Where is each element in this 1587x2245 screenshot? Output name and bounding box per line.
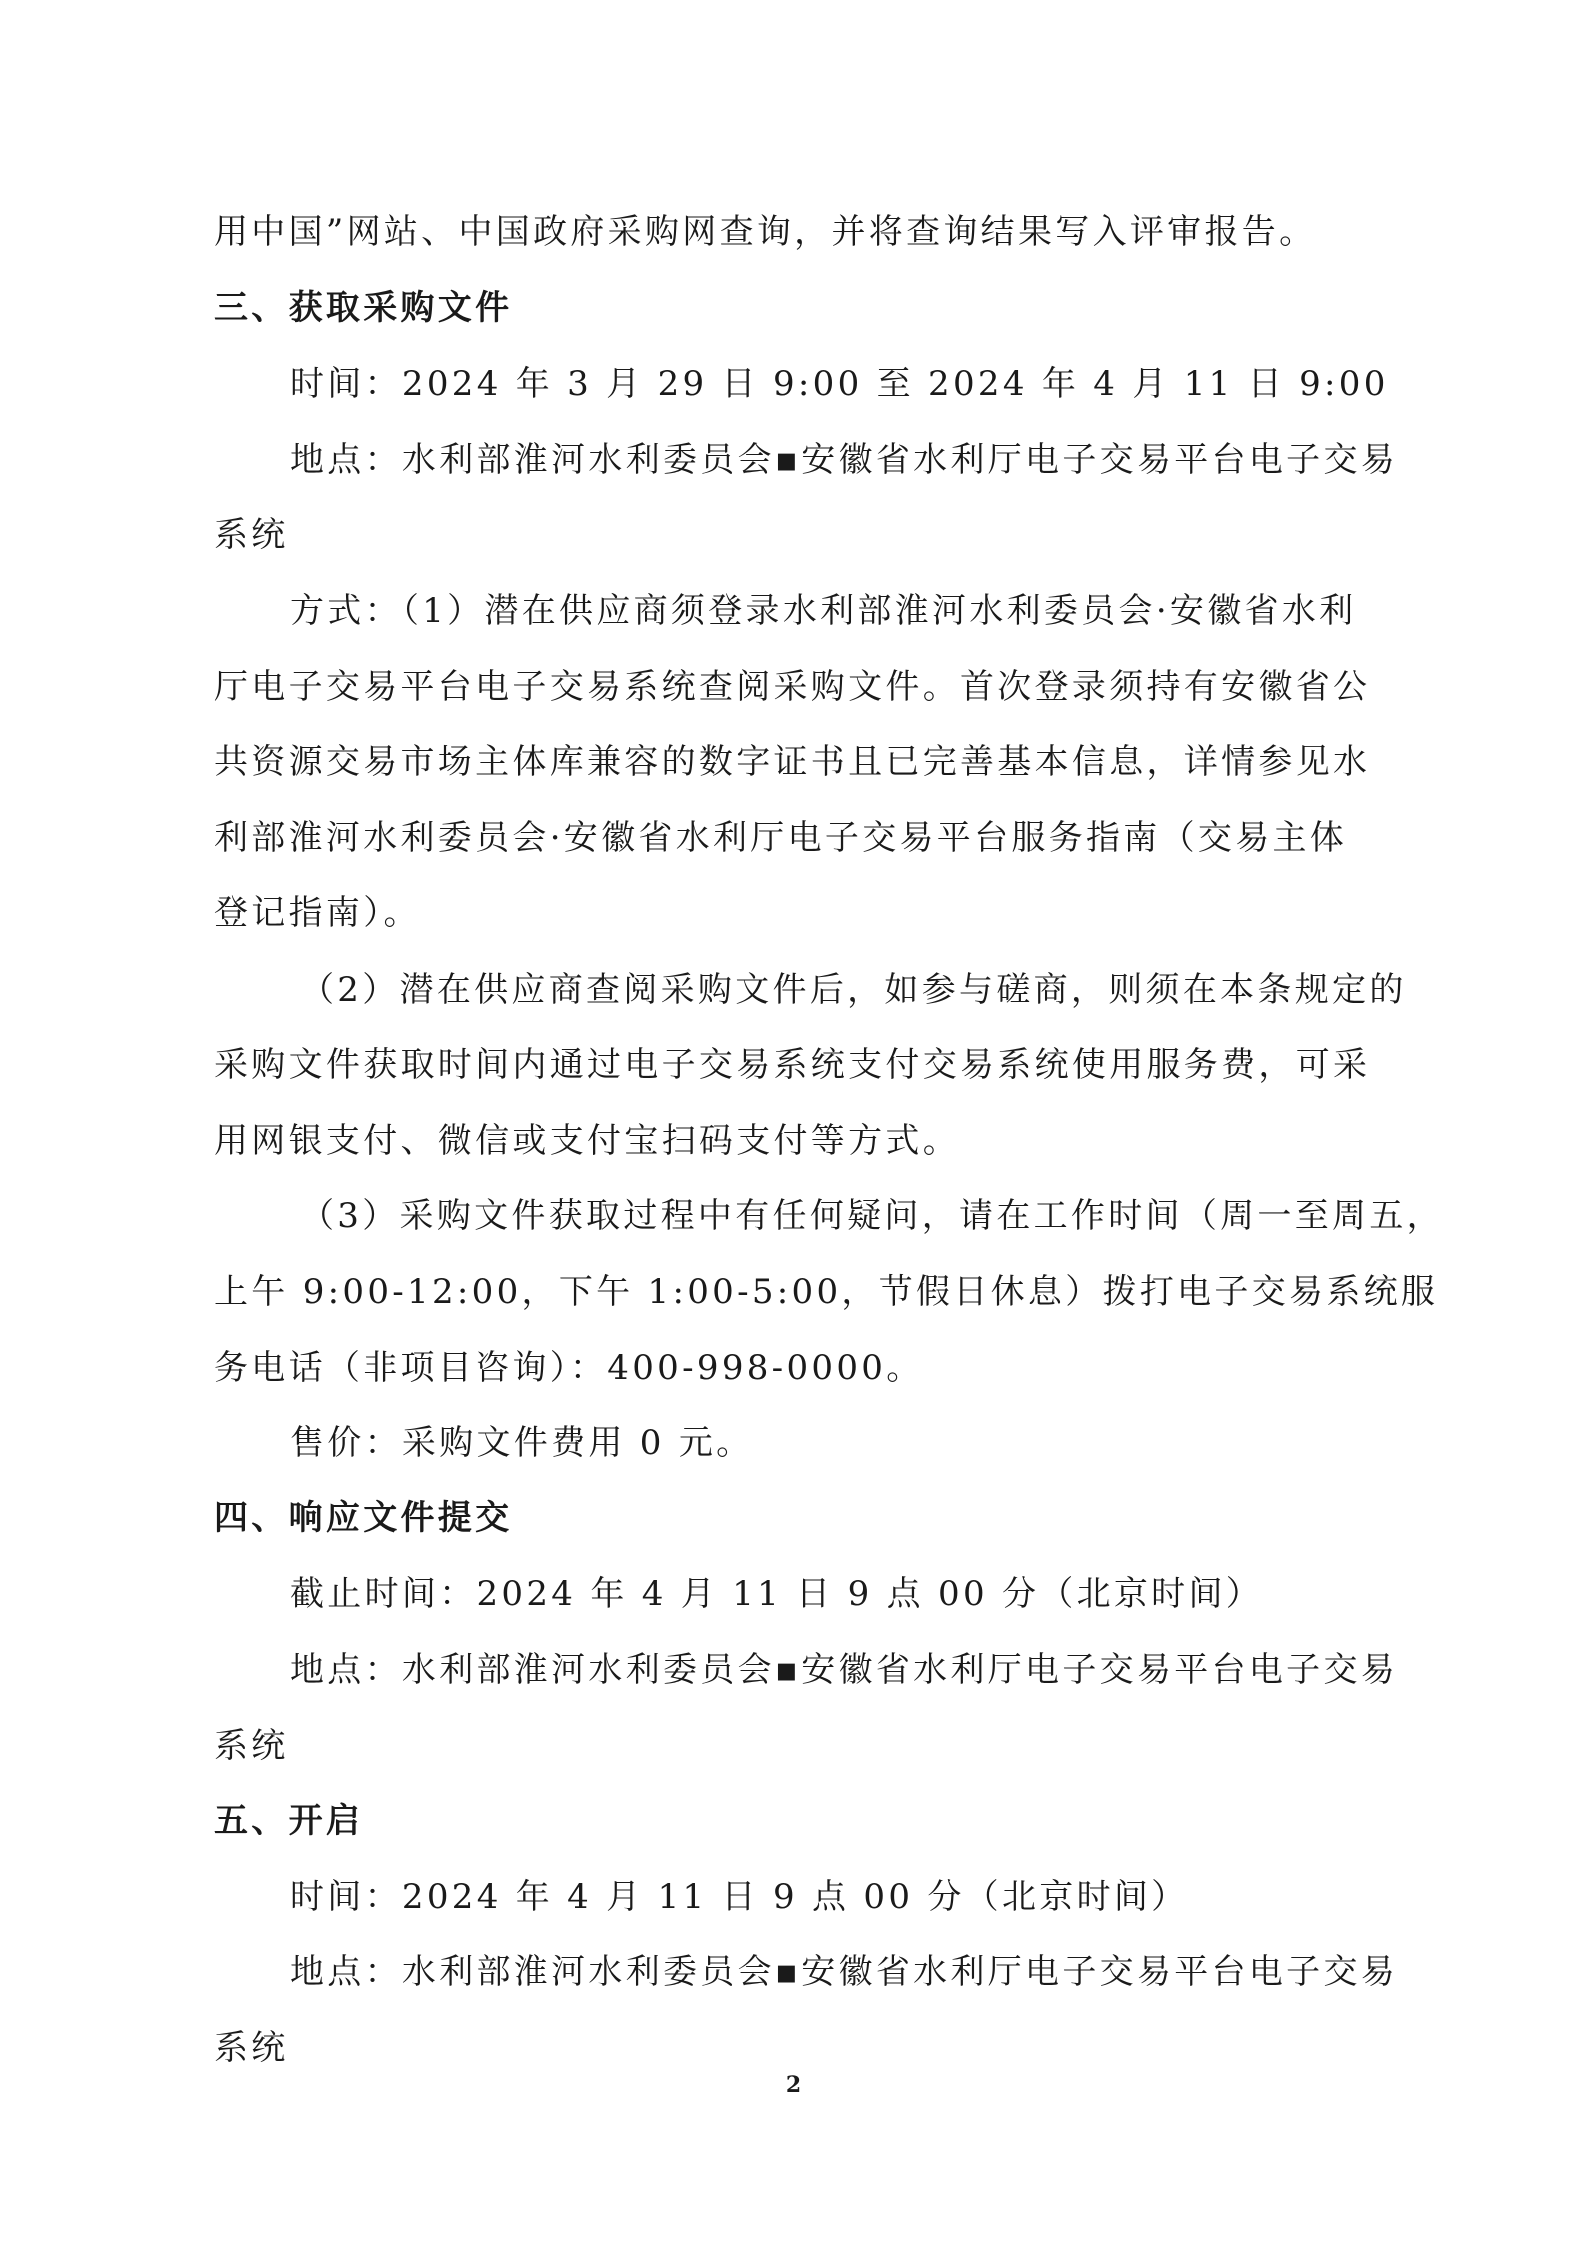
section-heading-opening: 五、开启 bbox=[214, 1801, 364, 1841]
paragraph-line: 系统 bbox=[214, 1726, 289, 1766]
paragraph-line: 时间：2024 年 3 月 29 日 9:00 至 2024 年 4 月 11 日 9:00 bbox=[290, 364, 1389, 404]
paragraph-line: 厅电子交易平台电子交易系统查阅采购文件。首次登录须持有安徽省公 bbox=[214, 667, 1371, 707]
paragraph-line: 方式：（1）潜在供应商须登录水利部淮河水利委员会·安徽省水利 bbox=[290, 591, 1357, 631]
paragraph-line: 用中国”网站、中国政府采购网查询，并将查询结果写入评审报告。 bbox=[214, 212, 1317, 252]
section-heading-response-submission: 四、响应文件提交 bbox=[214, 1498, 513, 1538]
paragraph-line: 系统 bbox=[214, 515, 289, 555]
paragraph-line: 售价：采购文件费用 0 元。 bbox=[290, 1423, 754, 1463]
paragraph-line: 地点：水利部淮河水利委员会▪安徽省水利厅电子交易平台电子交易 bbox=[290, 440, 1399, 480]
paragraph-line: （3）采购文件获取过程中有任何疑问，请在工作时间（周一至周五， bbox=[300, 1196, 1444, 1236]
paragraph-line: 登记指南）。 bbox=[214, 893, 421, 933]
page-number: 2 bbox=[785, 2072, 802, 2098]
section-heading-obtain-documents: 三、获取采购文件 bbox=[214, 288, 513, 328]
paragraph-line: 地点：水利部淮河水利委员会▪安徽省水利厅电子交易平台电子交易 bbox=[290, 1952, 1399, 1992]
paragraph-line: 截止时间：2024 年 4 月 11 日 9 点 00 分（北京时间） bbox=[290, 1574, 1264, 1614]
paragraph-line: 系统 bbox=[214, 2028, 289, 2068]
paragraph-line: （2）潜在供应商查阅采购文件后，如参与磋商，则须在本条规定的 bbox=[300, 970, 1407, 1010]
paragraph-line: 用网银支付、微信或支付宝扫码支付等方式。 bbox=[214, 1121, 960, 1161]
paragraph-line: 地点：水利部淮河水利委员会▪安徽省水利厅电子交易平台电子交易 bbox=[290, 1650, 1399, 1690]
paragraph-line: 共资源交易市场主体库兼容的数字证书且已完善基本信息，详情参见水 bbox=[214, 742, 1371, 782]
paragraph-line: 采购文件获取时间内通过电子交易系统支付交易系统使用服务费，可采 bbox=[214, 1045, 1371, 1085]
paragraph-line: 务电话（非项目咨询）：400-998-0000。 bbox=[214, 1348, 924, 1388]
paragraph-line: 利部淮河水利委员会·安徽省水利厅电子交易平台服务指南（交易主体 bbox=[214, 818, 1348, 858]
paragraph-line: 时间：2024 年 4 月 11 日 9 点 00 分（北京时间） bbox=[290, 1877, 1189, 1917]
paragraph-line: 上午 9:00-12:00，下午 1:00-5:00，节假日休息）拨打电子交易系统服 bbox=[214, 1272, 1439, 1312]
